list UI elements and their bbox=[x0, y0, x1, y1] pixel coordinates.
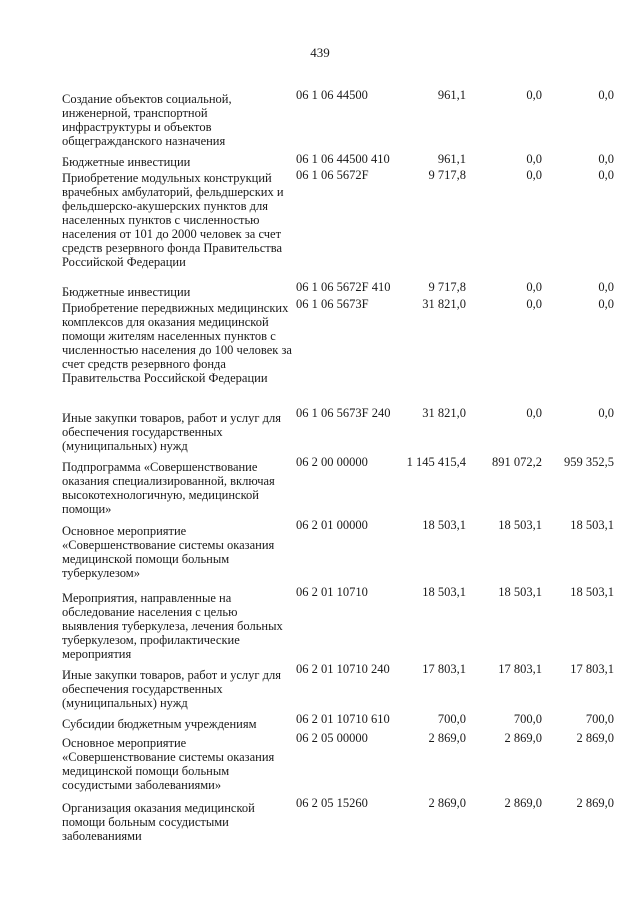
row-code: 06 2 05 15260 bbox=[296, 796, 368, 810]
row-value-2: 18 503,1 bbox=[498, 518, 542, 532]
row-value-3: 0,0 bbox=[598, 297, 614, 311]
row-value-3: 0,0 bbox=[598, 406, 614, 420]
row-value-1: 961,1 bbox=[437, 88, 466, 102]
row-name: Подпрограмма «Совершенствование оказания специализированной, включая высокотехнологичную, медицинской помощи» bbox=[62, 460, 275, 516]
row-value-3: 0,0 bbox=[598, 88, 614, 102]
row-value-3: 17 803,1 bbox=[570, 662, 614, 676]
row-code: 06 2 00 00000 bbox=[296, 455, 368, 469]
row-value-2: 0,0 bbox=[526, 406, 542, 420]
row-code: 06 1 06 5672F bbox=[296, 168, 369, 182]
page-number: 439 bbox=[310, 45, 330, 60]
row-value-3: 0,0 bbox=[598, 152, 614, 166]
row-code: 06 1 06 44500 bbox=[296, 88, 368, 102]
row-value-1: 18 503,1 bbox=[422, 518, 466, 532]
row-value-1: 2 869,0 bbox=[428, 731, 466, 745]
row-value-3: 2 869,0 bbox=[576, 796, 614, 810]
row-value-2: 700,0 bbox=[513, 712, 542, 726]
row-name: Приобретение передвижных медицинских комплексов для оказания медицинской помощи жителям населенных пунктов с численностью населения до 100 человек за счет средств резервного фонда Правительства Российской Федерации bbox=[62, 301, 292, 385]
row-code: 06 1 06 5673F 240 bbox=[296, 406, 391, 420]
row-value-1: 31 821,0 bbox=[422, 406, 466, 420]
row-value-2: 0,0 bbox=[526, 168, 542, 182]
row-value-2: 0,0 bbox=[526, 88, 542, 102]
row-code: 06 2 05 00000 bbox=[296, 731, 368, 745]
row-code: 06 2 01 00000 bbox=[296, 518, 368, 532]
row-value-2: 2 869,0 bbox=[504, 796, 542, 810]
row-name: Организация оказания медицинской помощи больным сосудистыми заболеваниями bbox=[62, 801, 255, 843]
row-name: Основное мероприятие «Совершенствование системы оказания медицинской помощи больным сосудистыми заболеваниями» bbox=[62, 736, 275, 792]
row-code: 06 1 06 44500 410 bbox=[296, 152, 390, 166]
row-code: 06 1 06 5673F bbox=[296, 297, 369, 311]
row-value-2: 0,0 bbox=[526, 152, 542, 166]
row-value-1: 9 717,8 bbox=[428, 168, 466, 182]
row-value-3: 959 352,5 bbox=[564, 455, 614, 469]
row-value-3: 700,0 bbox=[585, 712, 614, 726]
row-name: Бюджетные инвестиции bbox=[62, 285, 191, 299]
row-value-1: 2 869,0 bbox=[428, 796, 466, 810]
row-name: Приобретение модульных конструкций врачебных амбулаторий, фельдшерских и фельдшерско-акушерских пунктов для населенных пунктов с численностью населения от 101 до 2000 человек за счет средств резервного фонда Правительства Российской Федерации bbox=[62, 171, 284, 269]
row-value-2: 2 869,0 bbox=[504, 731, 542, 745]
row-value-2: 891 072,2 bbox=[492, 455, 542, 469]
row-value-1: 1 145 415,4 bbox=[406, 455, 466, 469]
row-name: Создание объектов социальной, инженерной, транспортной инфраструктуры и объектов общегражданского назначения bbox=[62, 92, 232, 148]
row-value-3: 18 503,1 bbox=[570, 518, 614, 532]
row-code: 06 2 01 10710 610 bbox=[296, 712, 390, 726]
row-value-3: 0,0 bbox=[598, 280, 614, 294]
row-value-1: 9 717,8 bbox=[428, 280, 466, 294]
row-value-1: 31 821,0 bbox=[422, 297, 466, 311]
row-code: 06 2 01 10710 bbox=[296, 585, 368, 599]
row-value-1: 700,0 bbox=[437, 712, 466, 726]
row-value-2: 18 503,1 bbox=[498, 585, 542, 599]
row-value-2: 0,0 bbox=[526, 280, 542, 294]
row-value-1: 18 503,1 bbox=[422, 585, 466, 599]
row-value-2: 17 803,1 bbox=[498, 662, 542, 676]
row-name: Иные закупки товаров, работ и услуг для обеспечения государственных (муниципальных) нужд bbox=[62, 668, 282, 710]
row-value-2: 0,0 bbox=[526, 297, 542, 311]
row-name: Иные закупки товаров, работ и услуг для обеспечения государственных (муниципальных) нужд bbox=[62, 411, 282, 453]
row-value-3: 18 503,1 bbox=[570, 585, 614, 599]
row-name: Основное мероприятие «Совершенствование системы оказания медицинской помощи больным туберкулезом» bbox=[62, 524, 275, 580]
row-value-1: 961,1 bbox=[437, 152, 466, 166]
row-code: 06 2 01 10710 240 bbox=[296, 662, 390, 676]
row-value-3: 0,0 bbox=[598, 168, 614, 182]
row-name: Мероприятия, направленные на обследование населения с целью выявления туберкулеза, лечения больных туберкулезом, профилактические мероприятия bbox=[62, 591, 283, 661]
row-value-3: 2 869,0 bbox=[576, 731, 614, 745]
row-name: Субсидии бюджетным учреждениям bbox=[62, 717, 257, 731]
row-name: Бюджетные инвестиции bbox=[62, 155, 191, 169]
row-value-1: 17 803,1 bbox=[422, 662, 466, 676]
row-code: 06 1 06 5672F 410 bbox=[296, 280, 391, 294]
